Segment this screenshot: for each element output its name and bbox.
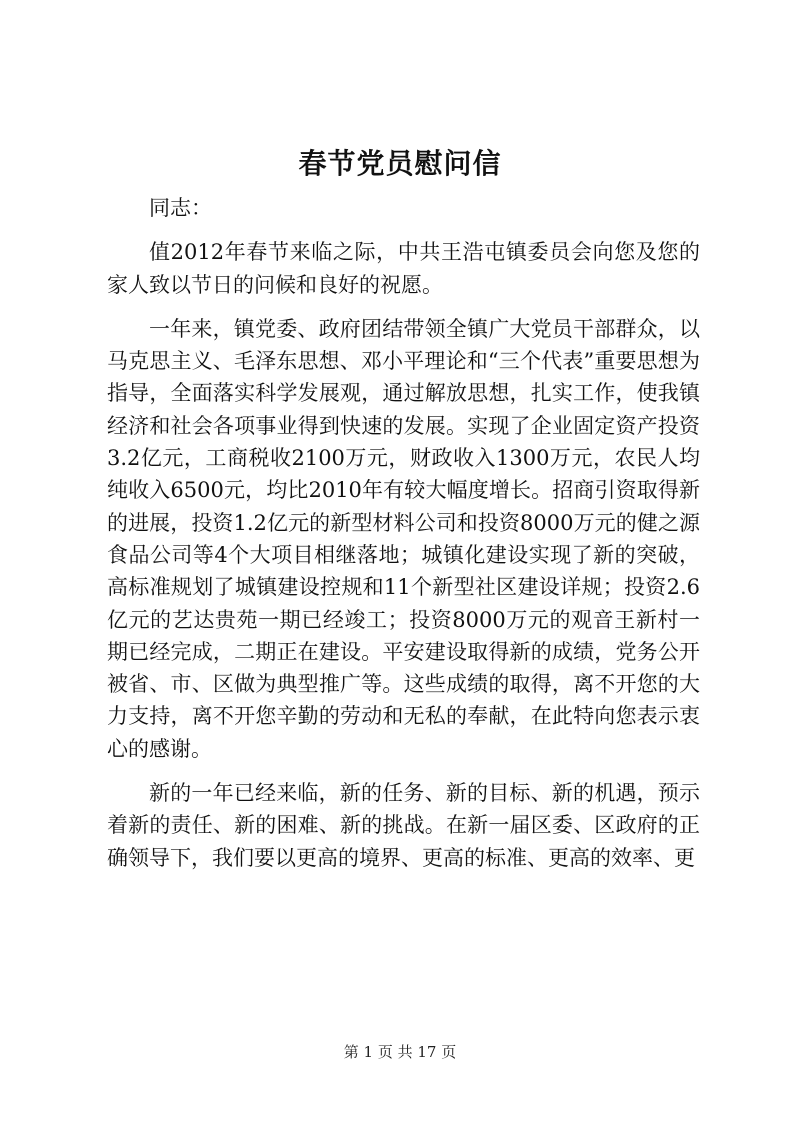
paragraph-greeting: 值2012年春节来临之际，中共王浩屯镇委员会向您及您的家人致以节日的问候和良好的祝愿。 [107,240,700,297]
page-number-footer: 第 1 页 共 17 页 [343,1043,457,1061]
document-body [107,192,700,886]
salutation: 同志： [149,196,212,220]
paragraph-achievements: 一年来，镇党委、政府团结带领全镇广大党员干部群众，以马克思主义、毛泽东思想、邓小平理论和“三个代表”重要思想为指导，全面落实科学发展观，通过解放思想，扎实工作，使我镇经济和社会各项事业得到快速的发展。实现了企业固定资产投资3.2亿元，工商税收2100万元，财政收入1300万元，农民人均纯收入6500元，均比2010年有较大幅度增长。招商引资取得新的进展，投资1.2亿元的新型材料公司和投资8000万元的健之源食品公司等4个大项目相继落地；城镇化建设实现了新的突破，高标准规划了城镇建设控规和11个新型社区建设详规；投资2.6亿元的艺达贵苑一期已经竣工；投资8000万元的观音王新村一期已经完成，二期正在建设。平安建设取得新的成绩，党务公开被省、市、区做为典型推广等。这些成绩的取得，离不开您的大力支持，离不开您辛勤的劳动和无私的奉献，在此特向您表示衷心的感谢。 [107,316,700,761]
paragraph-new-year: 新的一年已经来临，新的任务、新的目标、新的机遇，预示着新的责任、新的困难、新的挑战。在新一届区委、区政府的正确领导下，我们要以更高的境界、更高的标准、更高的效率、更 [107,781,700,870]
document-title: 春节党员慰问信 [298,147,502,180]
